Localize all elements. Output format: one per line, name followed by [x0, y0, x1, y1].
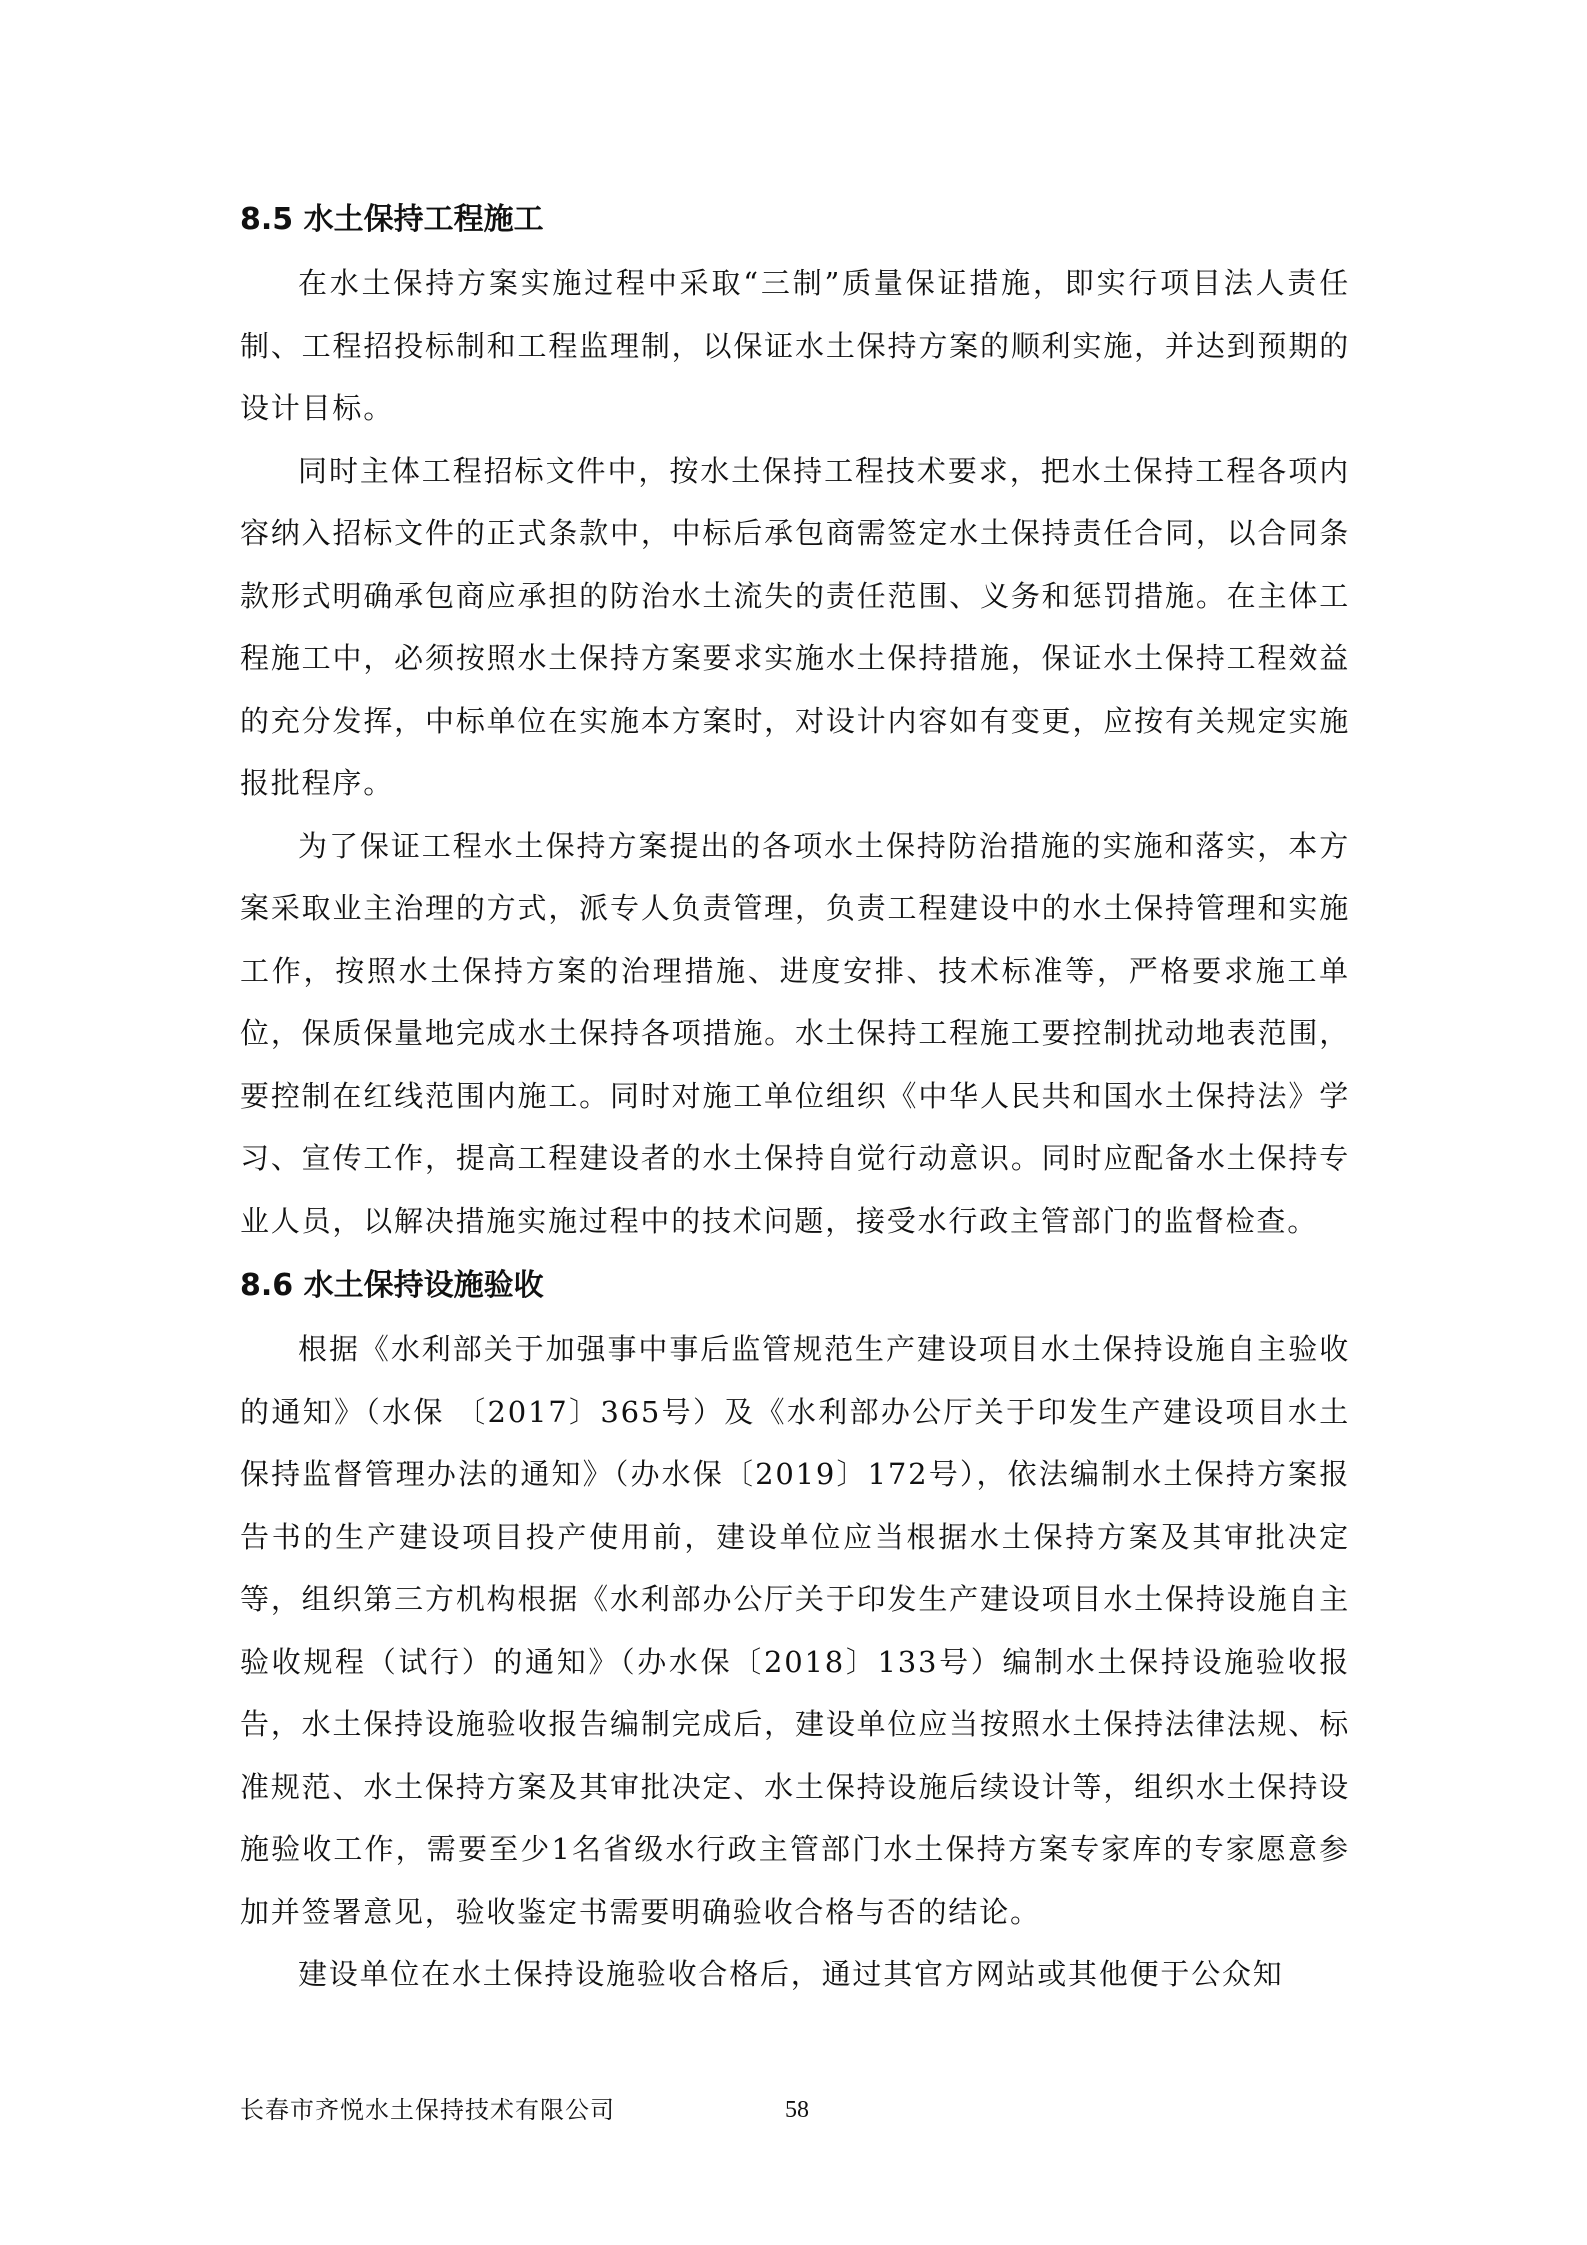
section-heading-8-5: 8.5 水土保持工程施工	[240, 202, 544, 237]
page-footer	[240, 2090, 1350, 2130]
section-heading-8-6: 8.6 水土保持设施验收	[240, 1268, 544, 1303]
paragraph: 在水土保持方案实施过程中采取“三制”质量保证措施，即实行项目法人责任制、工程招投标制和工程监理制，以保证水土保持方案的顺利实施，并达到预期的设计目标。	[240, 266, 1350, 425]
paragraph: 根据《水利部关于加强事中事后监管规范生产建设项目水土保持设施自主验收的通知》（水保 〔2017〕365号）及《水利部办公厅关于印发生产建设项目水土保持监督管理办法的通知》（办水保〔2019〕172号），依法编制水土保持方案报告书的生产建设项目投产使用前，建设单位应当根据水土保持方案及其审批决定等，组织第三方机构根据《水利部办公厅关于印发生产建设项目水土保持设施自主验收规程（试行）的通知》（办水保〔2018〕133号）编制水土保持设施验收报告，水土保持设施验收报告编制完成后，建设单位应当按照水土保持法律法规、标准规范、水土保持方案及其审批决定、水土保持设施后续设计等，组织水土保持设施验收工作，需要至少1名省级水行政主管部门水土保持方案专家库的专家愿意参加并签署意见，验收鉴定书需要明确验收合格与否的结论。	[240, 1332, 1350, 1929]
footer-company-name: 长春市齐悦水土保持技术有限公司	[240, 2096, 615, 2124]
page-content	[240, 188, 1350, 2006]
page-number: 58	[785, 2097, 809, 2123]
paragraph: 同时主体工程招标文件中，按水土保持工程技术要求，把水土保持工程各项内容纳入招标文件的正式条款中，中标后承包商需签定水土保持责任合同，以合同条款形式明确承包商应承担的防治水土流失的责任范围、义务和惩罚措施。在主体工程施工中，必须按照水土保持方案要求实施水土保持措施，保证水土保持工程效益的充分发挥，中标单位在实施本方案时，对设计内容如有变更，应按有关规定实施报批程序。	[240, 453, 1350, 800]
paragraph: 建设单位在水土保持设施验收合格后，通过其官方网站或其他便于公众知	[298, 1957, 1284, 1991]
paragraph: 为了保证工程水土保持方案提出的各项水土保持防治措施的实施和落实，本方案采取业主治理的方式，派专人负责管理，负责工程建设中的水土保持管理和实施工作，按照水土保持方案的治理措施、进度安排、技术标准等，严格要求施工单位，保质保量地完成水土保持各项措施。水土保持工程施工要控制扰动地表范围，要控制在红线范围内施工。同时对施工单位组织《中华人民共和国水土保持法》学习、宣传工作，提高工程建设者的水土保持自觉行动意识。同时应配备水土保持专业人员，以解决措施实施过程中的技术问题，接受水行政主管部门的监督检查。	[240, 828, 1350, 1238]
